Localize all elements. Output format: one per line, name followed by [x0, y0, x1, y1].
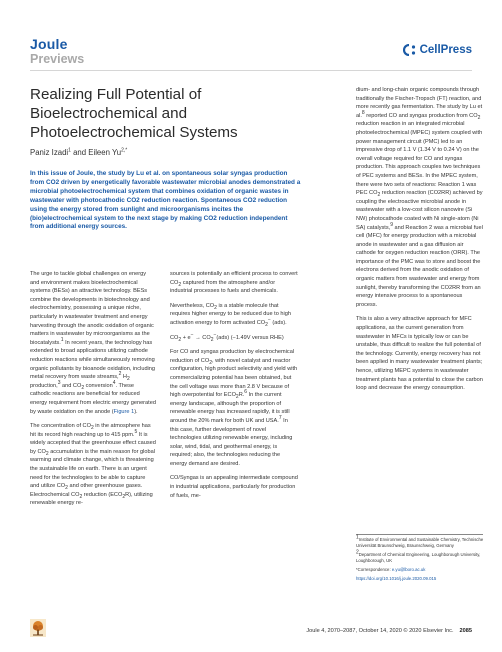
- author-name: Paniz Izadi: [30, 148, 69, 157]
- body-paragraph: For CO and syngas production by electrochemical reduction of $CO_2$, with novel catalyst and reactor configuration, high product selectivity and yield with commercializing potential has been obtained, but the cell voltage was more than 2.8 V because of high overpotential for $ECO_2R.^6$ In the current energy landscape, although the proportion of renewable energy has increased rapidly, it is still around the 20% mark for both UK and USA.$^7$ In this case, further development of novel technologies utilizing renewable energy, including solar, wind, tidal, and geothermal energy, is required; also, the technologies reducing the energy demand are desired.: [170, 349, 298, 467]
- abstract: In this issue of Joule, the study by Lu et al. on spontaneous solar syngas production from CO2 driven by energetically favorable wastewater microbial anodes demonstrated a microbial photoelectrochemical system that combines oxidation of organic wastes in wastewater with photocathodic CO2 reduction reaction. Spontaneous CO2 reduction using the energy stored from sunlight and microorganisms incites the (bio)electrochemical system to the next stage by making CO2 reduction independent from additional energy sources.: [30, 170, 301, 231]
- body-paragraph: dium- and long-chain organic compounds through traditionally the Fischer-Tropsch (FT) reaction, and more recently gas fermentation. The study by Lu et al.$^8$ reported CO and syngas production from $CO_2$ reduction reaction in an integrated microbial photoelectrochemical (MPEC) system coupled with power management circuit (PMC) led to an impressive drop of 1.1 V (1.34 V to 0.24 V) on the overall voltage required for CO and syngas production. This approach couples two techniques of PEC systems and BESs. In the MPEC system, there were two sets of reactions: Reaction 1 was PEC $CO_2$ reduction reaction (CO2RR) achieved by coupling the electroactive microbial anode in wastewater with a low-cost silicon nanowire (Si NW) photocathode coated with Ni single-atom (Ni SA) catalysts,$^9$ and Reaction 2 was a microbial fuel cell (MFC) for energy production with a microbial anode in wastewater and a gas diffusion air cathode for oxygen reduction reaction (ORR). The importance of the PMC was to store and boost the electrons derived from the anodic oxidation of organic matters from wastewater and energy from sunlight, thereby transforming the CO2RR from an energy intensive process to a spontaneous process.: [356, 87, 483, 308]
- body-paragraph: CO/Syngas is an appealing intermediate compound in industrial applications, particularly for production of fuels, me-: [170, 475, 298, 499]
- body-paragraph: The concentration of $CO_2$ in the atmosphere has hit its record high reaching up to 415 ppm.$^5$ It is widely accepted that the greenhouse effect caused by $CO_2$ accumulation is the main reason for global warming and climate change, which is threatening the sustainable life on earth. There is an urgent need for the technologies to be able to capture and utilize $CO_2$ and other greenhouse gases. Electrochemical $CO_2$ reduction $(ECO_2R)$, utilizing renewable energy re-: [30, 423, 156, 507]
- publisher-logo[interactable]: [403, 44, 472, 56]
- publisher-name: CellPress: [419, 44, 472, 56]
- author-affiliation-mark: 1: [68, 147, 71, 154]
- author-joiner: and: [70, 148, 89, 157]
- author-name: Eileen Yu: [88, 148, 122, 157]
- reaction-equation: $CO_2 + e^- \to CO_2^-(ads)$ (−1.49V versus RHE): [170, 331, 284, 343]
- page-number: 2085: [459, 628, 472, 634]
- affiliation-footnote: $^1$Institute of Environmental and Sustainable Chemistry, Technische Universität Braunschweig, Braunschweig, Germany: [356, 534, 484, 549]
- affiliation-footnote: $^2$Department of Chemical Engineering, Loughborough University, Loughborough, UK: [356, 549, 481, 564]
- body-paragraph: This is also a very attractive approach for MFC applications, as the current generation from wastewater in MFCs is typically low or can be unstable, thus difficult to realize the full potential of the technology. Currently, energy recovery has not been applied in many wastewater treatment plants; hence, utilizing MEPC systems in wastewater treatment plants has a potential to close the carbon loop and decrease the energy consumption.: [356, 316, 483, 392]
- citation: Joule 4, 2070–2087, October 14, 2020 © 2020 Elsevier Inc.: [306, 628, 454, 634]
- author-affiliation-mark: 2,*: [121, 147, 128, 154]
- body-paragraph: The urge to tackle global challenges on energy and environment makes bioelectrochemical systems (BESs) an attractive technology. BESs combine the developments in biotechnology and electrochemistry, possessing a unique niche, particularly in wastewater treatment and energy harvesting through the anodic oxidation of organic matters in wastewater by microorganisms as the biocatalysts.$^1$ In recent years, the technology has extended to broad applications utilizing cathode reduction reactions while simultaneously removing organic pollutants by bioanode oxidation, including metal recovery from waste streams,$^2$ $H_2$ production,$^3$ and $CO_2$ conversion$^4$. These cathodic reactions are beneficial for reduced energy requirement from electric energy generated by waste oxidation on the anode (Figure 1).: [30, 271, 156, 415]
- body-paragraph: sources is potentially an efficient process to convert $CO_2$ captured from the atmosphere and/or industrial processes to fuels and chemicals.: [170, 271, 298, 295]
- correspondence: *Correspondence: e.yu@lboro.ac.uk: [356, 567, 426, 573]
- author-list: [30, 148, 127, 157]
- body-column-1: [30, 270, 156, 514]
- doi: [356, 576, 486, 582]
- footnote-divider: [356, 534, 483, 535]
- article-title: Realizing Full Potential of Bioelectrochemical and Photoelectrochemical Systems: [30, 86, 238, 141]
- body-paragraph: Nevertheless, $CO_2$ is a stable molecule that requires higher energy to be reduced due to high activation energy to form activated $CO_2^-$ (ads).: [170, 302, 291, 329]
- page-footer: [306, 628, 472, 634]
- body-column-2: [170, 270, 298, 506]
- header-divider: [30, 70, 472, 71]
- email-link[interactable]: e.yu@lboro.ac.uk: [391, 567, 426, 573]
- journal-name: Joule: [30, 36, 68, 52]
- cellpress-logo-icon: [403, 44, 417, 56]
- section-name: Previews: [30, 52, 85, 66]
- doi-link[interactable]: https://doi.org/10.1016/j.joule.2020.09.015: [356, 576, 437, 582]
- elsevier-tree-icon: [30, 619, 46, 637]
- body-column-3: [356, 86, 483, 399]
- footnotes: [356, 534, 486, 586]
